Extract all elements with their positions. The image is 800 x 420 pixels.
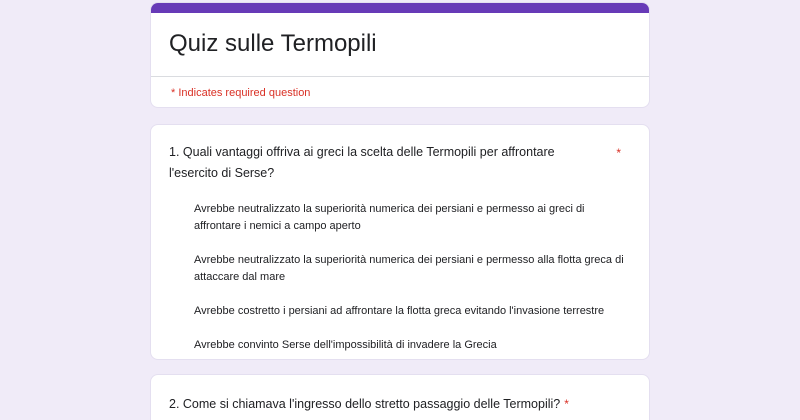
form-title-section <box>151 13 649 77</box>
question-1-row <box>169 142 633 184</box>
question-2-label: 2. Come si chiamava l'ingresso dello stretto passaggio delle Termopili? <box>169 397 561 411</box>
question-card-2 <box>150 374 650 420</box>
question-card-1 <box>150 124 650 360</box>
question-1-option-2[interactable]: Avrebbe neutralizzato la superiorità numerica dei persiani e permesso alla flotta greca di attaccare dal mare <box>194 254 624 283</box>
question-2-row <box>169 394 594 415</box>
form-column <box>150 0 650 420</box>
question-1-required-asterisk: * <box>616 146 621 160</box>
question-1-options <box>194 201 633 354</box>
form-header-card <box>150 2 650 108</box>
question-1-option-3[interactable]: Avrebbe costretto i persiani ad affrontare la flotta greca evitando l'invasione terrestre <box>194 305 605 317</box>
question-2-required-asterisk: * <box>564 397 569 411</box>
question-1-option-1[interactable]: Avrebbe neutralizzato la superiorità numerica dei persiani e permesso ai greci di affrontare i nemici a campo aperto <box>194 203 585 232</box>
form-theme-bar <box>151 3 649 13</box>
form-title: Quiz sulle Termopili <box>169 30 377 57</box>
question-1-option-4[interactable]: Avrebbe convinto Serse dell'impossibilità di invadere la Grecia <box>194 339 497 351</box>
question-1-label: 1. Quali vantaggi offriva ai greci la scelta delle Termopili per affrontare l'esercito di Serse? <box>169 145 555 180</box>
required-note: * Indicates required question <box>171 87 311 99</box>
